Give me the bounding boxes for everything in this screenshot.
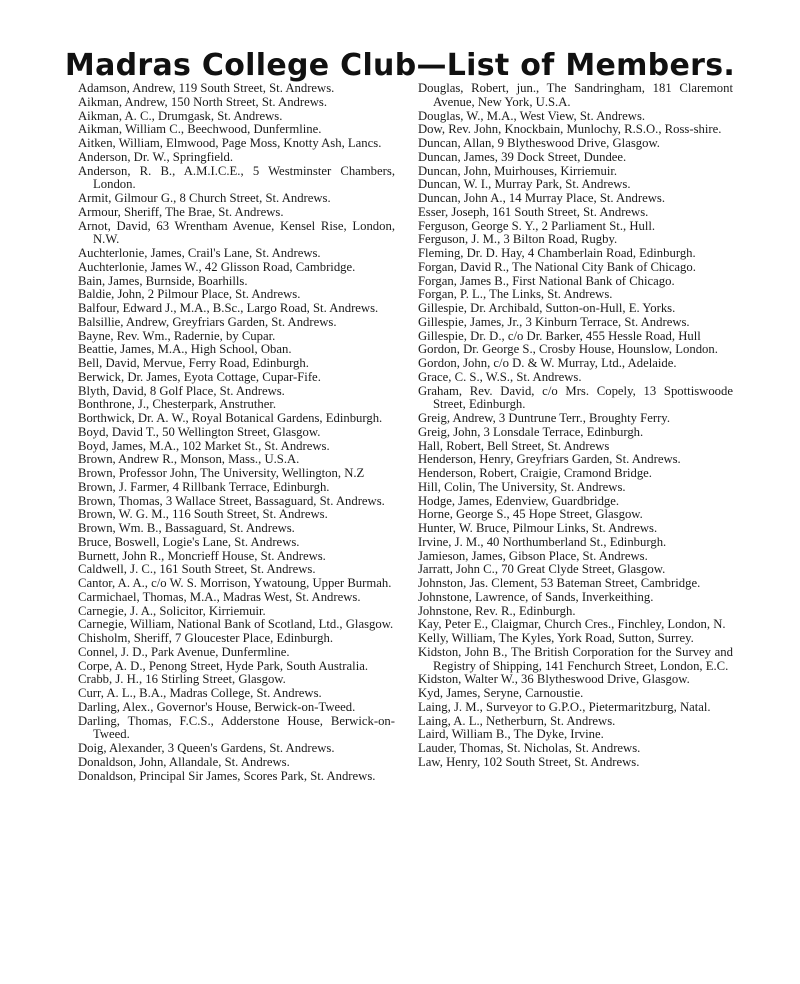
member-entry: Johnstone, Lawrence, of Sands, Inverkeithing. [418, 589, 654, 604]
member-entry: Aikman, William C., Beechwood, Dunfermline. [78, 122, 322, 137]
member-entry: Ferguson, J. M., 3 Bilton Road, Rugby. [418, 232, 618, 247]
member-entry: Duncan, Allan, 9 Blytheswood Drive, Glasgow. [418, 136, 660, 150]
member-entry: Kidston, John B., The British Corporation for the Survey and Registry of Shipping, 141 Fenchurch Street, London, E.C. [418, 644, 733, 673]
member-entry: Hunter, W. Bruce, Pilmour Links, St. Andrews. [418, 521, 658, 535]
member-entry: Brown, J. Farmer, 4 Rillbank Terrace, Edinburgh. [78, 479, 330, 494]
member-entry: Anderson, R. B., A.M.I.C.E., 5 Westminster Chambers, London. [78, 163, 395, 192]
member-entry: Connel, J. D., Park Avenue, Dunfermline. [78, 644, 290, 659]
member-entry: Bain, James, Burnside, Boarhills. [78, 273, 248, 288]
member-entry: Laird, William B., The Dyke, Irvine. [418, 727, 604, 742]
member-entry: Douglas, Robert, jun., The Sandringham, 181 Claremont Avenue, New York, U.S.A. [418, 81, 733, 109]
member-entry: Henderson, Henry, Greyfriars Garden, St. Andrews. [418, 452, 681, 467]
member-entry: Greig, John, 3 Lonsdale Terrace, Edinburgh. [418, 424, 644, 439]
member-entry: Bonthrone, J., Chesterpark, Anstruther. [78, 397, 277, 412]
member-entry: Esser, Joseph, 161 South Street, St. Andrews. [418, 204, 649, 219]
member-entry: Crabb, J. H., 16 Stirling Street, Glasgow. [78, 672, 286, 687]
member-entry: Baldie, John, 2 Pilmour Place, St. Andrews. [78, 287, 301, 302]
member-entry: Adamson, Andrew, 119 South Street, St. Andrews. [78, 81, 335, 95]
member-entry: Henderson, Robert, Craigie, Cramond Bridge. [418, 466, 652, 480]
member-entry: Carnegie, William, National Bank of Scotland, Ltd., Glasgow. [78, 617, 394, 632]
member-entry: Cantor, A. A., c/o W. S. Morrison, Ywatoung, Upper Burmah. [78, 576, 392, 590]
member-entry: Arnot, David, 63 Wrentham Avenue, Kensel Rise, London, N.W. [78, 218, 395, 247]
member-entry: Kelly, William, The Kyles, York Road, Sutton, Surrey. [418, 631, 694, 645]
member-entry: Darling, Alex., Governor's House, Berwick-on-Tweed. [78, 699, 356, 714]
member-entry: Beattie, James, M.A., High School, Oban. [78, 342, 292, 357]
member-entry: Bayne, Rev. Wm., Radernie, by Cupar. [78, 328, 276, 343]
member-entry: Balfour, Edward J., M.A., B.Sc., Largo Road, St. Andrews. [78, 301, 379, 315]
member-entry: Gordon, Dr. George S., Crosby House, Hounslow, London. [418, 342, 718, 357]
member-entry: Duncan, John A., 14 Murray Place, St. Andrews. [418, 191, 666, 205]
member-entry: Lauder, Thomas, St. Nicholas, St. Andrews. [418, 741, 641, 755]
member-entry: Duncan, W. I., Murray Park, St. Andrews. [418, 177, 631, 192]
member-entry: Corpe, A. D., Penong Street, Hyde Park, South Australia. [78, 658, 369, 673]
member-column-left [78, 82, 395, 783]
member-entry: Kay, Peter E., Claigmar, Church Cres., Finchley, London, N. [418, 617, 726, 632]
member-entry: Berwick, Dr. James, Eyota Cottage, Cupar-Fife. [78, 369, 321, 384]
member-entry: Gillespie, Dr. Archibald, Sutton-on-Hull, E. Yorks. [418, 301, 676, 315]
member-entry: Johnston, Jas. Clement, 53 Bateman Street, Cambridge. [418, 576, 701, 590]
member-entry: Brown, Wm. B., Bassaguard, St. Andrews. [78, 521, 295, 535]
member-entry: Borthwick, Dr. A. W., Royal Botanical Gardens, Edinburgh. [78, 411, 383, 425]
member-entry: Kidston, Walter W., 36 Blytheswood Drive, Glasgow. [418, 672, 690, 687]
member-entry: Duncan, James, 39 Dock Street, Dundee. [418, 149, 627, 164]
member-entry: Brown, W. G. M., 116 South Street, St. Andrews. [78, 507, 328, 522]
member-entry: Aikman, Andrew, 150 North Street, St. Andrews. [78, 94, 328, 109]
member-entry: Auchterlonie, James, Crail's Lane, St. Andrews. [78, 246, 321, 260]
member-entry: Hill, Colin, The University, St. Andrews. [418, 479, 626, 494]
member-entry: Aitken, William, Elmwood, Page Moss, Knotty Ash, Lancs. [78, 136, 382, 150]
member-entry: Forgan, James B., First National Bank of Chicago. [418, 273, 675, 288]
member-entry: Armit, Gilmour G., 8 Church Street, St. Andrews. [78, 191, 331, 205]
member-entry: Brown, Thomas, 3 Wallace Street, Bassaguard, St. Andrews. [78, 493, 385, 508]
member-entry: Curr, A. L., B.A., Madras College, St. Andrews. [78, 686, 322, 700]
member-entry: Hodge, James, Edenview, Guardbridge. [418, 493, 620, 508]
member-entry: Balsillie, Andrew, Greyfriars Garden, St. Andrews. [78, 314, 337, 329]
member-entry: Douglas, W., M.A., West View, St. Andrews. [418, 108, 646, 123]
member-entry: Gillespie, Dr. D., c/o Dr. Barker, 455 Hessle Road, Hull [418, 328, 701, 343]
member-entry: Laing, J. M., Surveyor to G.P.O., Pietermaritzburg, Natal. [418, 699, 711, 714]
member-entry: Brown, Professor John, The University, Wellington, N.Z [78, 466, 365, 480]
member-entry: Bruce, Boswell, Logie's Lane, St. Andrews. [78, 534, 300, 549]
member-entry: Boyd, James, M.A., 102 Market St., St. Andrews. [78, 438, 330, 453]
member-entry: Burnett, John R., Moncrieff House, St. Andrews. [78, 548, 326, 563]
member-entry: Gordon, John, c/o D. & W. Murray, Ltd., Adelaide. [418, 356, 677, 370]
member-entry: Boyd, David T., 50 Wellington Street, Glasgow. [78, 424, 321, 439]
member-entry: Hall, Robert, Bell Street, St. Andrews [418, 438, 610, 453]
member-entry: Law, Henry, 102 South Street, St. Andrews. [418, 754, 640, 769]
member-entry: Carnegie, J. A., Solicitor, Kirriemuir. [78, 603, 266, 618]
member-entry: Jamieson, James, Gibson Place, St. Andrews. [418, 548, 648, 563]
member-entry: Jarratt, John C., 70 Great Clyde Street, Glasgow. [418, 562, 666, 577]
member-entry: Forgan, P. L., The Links, St. Andrews. [418, 287, 613, 302]
member-entry: Doig, Alexander, 3 Queen's Gardens, St. Andrews. [78, 741, 335, 755]
member-entry: Fleming, Dr. D. Hay, 4 Chamberlain Road, Edinburgh. [418, 246, 696, 260]
member-entry: Brown, Andrew R., Monson, Mass., U.S.A. [78, 452, 300, 467]
member-entry: Greig, Andrew, 3 Duntrune Terr., Broughty Ferry. [418, 411, 670, 425]
member-entry: Duncan, John, Muirhouses, Kirriemuir. [418, 163, 618, 178]
member-entry: Chisholm, Sheriff, 7 Gloucester Place, Edinburgh. [78, 631, 334, 645]
member-entry: Anderson, Dr. W., Springfield. [78, 149, 234, 164]
member-entry: Caldwell, J. C., 161 South Street, St. Andrews. [78, 562, 316, 577]
member-entry: Donaldson, John, Allandale, St. Andrews. [78, 754, 290, 769]
member-entry: Kyd, James, Seryne, Carnoustie. [418, 686, 584, 700]
member-entry: Grace, C. S., W.S., St. Andrews. [418, 369, 582, 384]
page-title: Madras College Club—List of Members. [64, 48, 736, 84]
member-entry: Darling, Thomas, F.C.S., Adderstone House, Berwick-on-Tweed. [78, 713, 395, 742]
member-entry: Blyth, David, 8 Golf Place, St. Andrews. [78, 383, 285, 398]
member-column-right [418, 82, 733, 770]
member-entry: Armour, Sheriff, The Brae, St. Andrews. [78, 204, 284, 219]
member-entry: Auchterlonie, James W., 42 Glisson Road, Cambridge. [78, 259, 356, 274]
member-entry: Dow, Rev. John, Knockbain, Munlochy, R.S.O., Ross-shire. [418, 122, 722, 137]
member-entry: Johnstone, Rev. R., Edinburgh. [418, 603, 576, 618]
member-entry: Horne, George S., 45 Hope Street, Glasgow. [418, 507, 643, 522]
member-entry: Donaldson, Principal Sir James, Scores Park, St. Andrews. [78, 768, 376, 783]
member-entry: Ferguson, George S. Y., 2 Parliament St., Hull. [418, 218, 656, 233]
member-entry: Laing, A. L., Netherburn, St. Andrews. [418, 713, 616, 728]
member-entry: Aikman, A. C., Drumgask, St. Andrews. [78, 108, 283, 123]
member-entry: Forgan, David R., The National City Bank of Chicago. [418, 259, 696, 274]
member-entry: Irvine, J. M., 40 Northumberland St., Edinburgh. [418, 534, 667, 549]
member-entry: Gillespie, James, Jr., 3 Kinburn Terrace, St. Andrews. [418, 314, 690, 329]
member-entry: Bell, David, Mervue, Ferry Road, Edinburgh. [78, 356, 309, 370]
member-entry: Graham, Rev. David, c/o Mrs. Copely, 13 Spottiswoode Street, Edinburgh. [418, 383, 733, 412]
member-entry: Carmichael, Thomas, M.A., Madras West, St. Andrews. [78, 589, 361, 604]
